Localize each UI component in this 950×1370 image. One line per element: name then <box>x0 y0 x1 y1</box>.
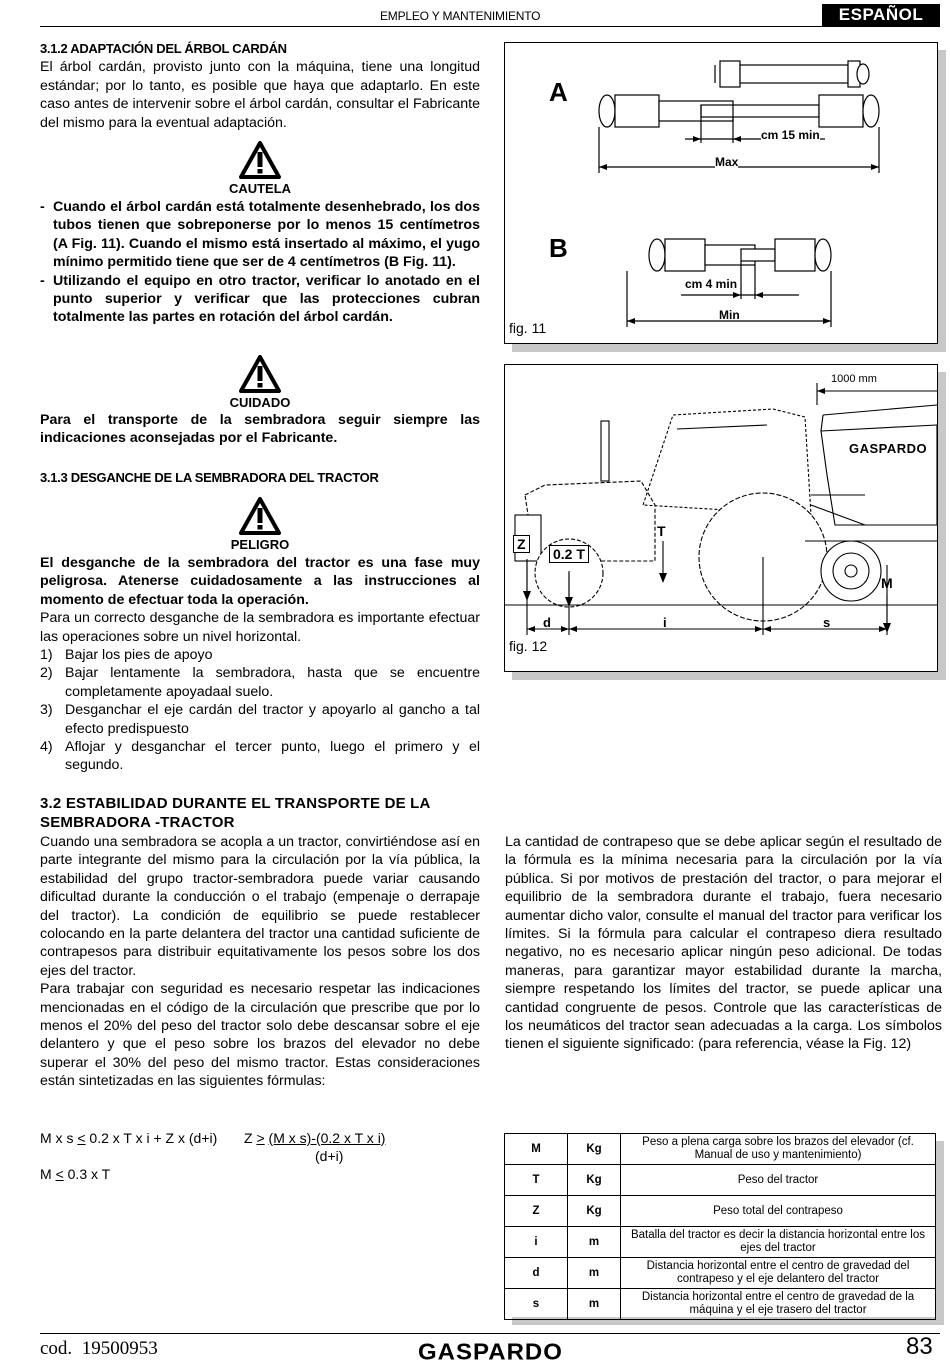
formula-operator: > <box>256 1130 265 1146</box>
table-cell-symbol: i <box>505 1227 568 1258</box>
table-cell-unit: m <box>568 1258 621 1289</box>
dim-1000mm-label: 1000 mm <box>831 373 877 385</box>
step-text: Bajar lentamente la sembradora, hasta que se encuentre completamente apoyadaal suelo. <box>65 665 480 700</box>
brand-logo: GASPARDO <box>418 1339 563 1366</box>
warning-triangle-icon <box>238 140 282 180</box>
paragraph: Cuando una sembradora se acopla a un tractor, convirtiéndose así en parte integrante del mismo para la circulación por la vía pública, la estabilidad del grupo tractor-sembradora puede variar causando dificultad durante la conducción o el trabajo (empenaje o derrapaje del tractor). La condición de equilibrio se puede restablecer colocando en la parte delantera del tractor una cantidad suficiente de contrapesos para distribuir equitativamente los pesos sobre los dos ejes del tractor. <box>40 834 480 979</box>
section-3-1-2 <box>40 40 480 132</box>
figure-12-caption: fig. 12 <box>509 638 548 654</box>
step-text: Aflojar y desganchar el tercer punto, luego el primero y el segundo. <box>65 739 480 774</box>
dim-i-label: i <box>663 615 667 630</box>
formula-3 <box>40 1165 110 1183</box>
table-cell-description: Peso total del contrapeso <box>621 1196 936 1227</box>
formula-part: 0.2 x T x i + Z x (d+i) <box>85 1130 218 1146</box>
symbols-table-wrapper <box>504 1133 936 1317</box>
table-cell-unit: Kg <box>568 1165 621 1196</box>
step-number: 1) <box>40 647 53 664</box>
force-m-label: M <box>881 575 893 591</box>
table-cell-description: Peso a plena carga sobre los brazos del elevador (cf. Manual de uso y mantenimiento) <box>621 1134 936 1165</box>
header-title: EMPLEO Y MANTENIMIENTO <box>380 9 541 23</box>
cardan-shaft-diagram <box>505 43 937 343</box>
counterweight-paragraph: La cantidad de contrapeso que se debe aplicar según el resultado de la fórmula es la mínima necesaria para la circulación por la vía pública. Si por motivos de prestación del tractor, o para mejorar el equilibrio de la sembradora durante el trabajo, fuera necesario aumentar dicho valor, consulte el manual del tractor para verificar los límites. Si la fórmula para calcular el contrapeso diera resultado negativo, no es necesario aplicar ningún peso adicional. De todas maneras, para garantizar mayor estabilidad durante la marcha, siempre respetando los límites del tractor, se puede aplicar una cantidad congruente de pesos. Controle que las características de los neumáticos del tractor sean adecuadas a la carga. Los símbolos tienen el siguiente significado: (para referencia, véase la Fig. 12) <box>505 834 942 1053</box>
table-row <box>505 1134 936 1165</box>
danger-text: El desganche de la sembradora del tractor es una fase muy peligrosa. Atenerse cuidadosamente a las instrucciones al momento de efectuar toda la operación. <box>40 555 480 608</box>
dim-overlap-label: cm 15 min <box>761 128 820 142</box>
table-cell-unit: m <box>568 1227 621 1258</box>
section-3-1-3-body <box>40 554 480 775</box>
warning-triangle-icon <box>238 354 282 394</box>
language-badge: ESPAÑOL <box>822 4 940 26</box>
table-row <box>505 1227 936 1258</box>
section-heading: 3.2 ESTABILIDAD DURANTE EL TRANSPORTE DE LA SEMBRADORA -TRACTOR <box>40 795 431 831</box>
tractor-diagram <box>505 365 937 671</box>
bullet-text: Cuando el árbol cardán está totalmente desenhebrado, los dos tubos tienen que sobreponerse por lo menos 15 centímetros (A Fig. 11). Cuando el mismo está insertado al máximo, el yugo mínimo permitido tiene que ser de 4 centímetros (B Fig. 11). <box>53 199 480 271</box>
table-row <box>505 1196 936 1227</box>
formula-numerator: (M x s)-(0.2 x T x i) <box>268 1130 386 1146</box>
table-row <box>505 1258 936 1289</box>
table-cell-symbol: T <box>505 1165 568 1196</box>
section-heading: 3.1.2 ADAPTACIÓN DEL ÁRBOL CARDÁN <box>40 41 287 56</box>
force-t-label: T <box>657 523 666 539</box>
formula-part: 0.3 x T <box>63 1166 111 1182</box>
dim-min-overlap-label: cm 4 min <box>685 277 738 291</box>
caution-label: CAUTELA <box>228 181 292 196</box>
table-cell-symbol: M <box>505 1134 568 1165</box>
caution-block <box>180 140 340 196</box>
step-number: 2) <box>40 665 53 682</box>
section-intro: El árbol cardán, provisto junto con la máquina, tiene una longitud estándar; por lo tanto, es posible que haya que adaptarlo. En este caso antes de intervenir sobre el árbol cardán, consultar el Fabricante del mismo para la eventual adaptación. <box>40 59 480 131</box>
list-item <box>40 701 480 738</box>
table-row <box>505 1289 936 1320</box>
symbols-table <box>504 1133 936 1320</box>
step-text: Bajar los pies de apoyo <box>65 647 213 664</box>
step-number: 3) <box>40 702 53 719</box>
code-value: 19500953 <box>81 1338 158 1359</box>
header-rule <box>40 26 940 27</box>
page-number: 83 <box>906 1333 933 1360</box>
caution-bullets <box>40 198 480 327</box>
peligro-block <box>180 496 340 552</box>
list-item: - Utilizando el equipo en otro tractor, verificar lo anotado en el punto superior y verificar que las protecciones cubran totalmente las partes en rotación del árbol cardán. <box>40 272 480 326</box>
table-cell-unit: Kg <box>568 1196 621 1227</box>
section-3-1-3-heading <box>40 469 480 487</box>
table-cell-description: Peso del tractor <box>621 1165 936 1196</box>
table-row <box>505 1165 936 1196</box>
procedure-intro: Para un correcto desganche de la sembradora es importante efectuar las operaciones sobre un nivel horizontal. <box>40 610 480 645</box>
step-number: 4) <box>40 739 53 756</box>
table-cell-symbol: d <box>505 1258 568 1289</box>
cuidado-block <box>180 354 340 410</box>
formula-part: Z <box>244 1130 257 1146</box>
list-item <box>40 646 480 664</box>
table-cell-unit: Kg <box>568 1134 621 1165</box>
figure-11 <box>504 42 938 344</box>
section-3-2 <box>40 794 480 1091</box>
seeder-brand-label: GASPARDO <box>849 441 928 456</box>
figure-12 <box>504 364 938 672</box>
table-cell-description: Batalla del tractor es decir la distancia horizontal entre los ejes del tractor <box>621 1227 936 1258</box>
force-z-label: Z <box>513 535 530 553</box>
dim-s-label: s <box>823 615 831 630</box>
list-item <box>40 738 480 775</box>
dim-min-label: Min <box>719 308 740 322</box>
force-0-2t-label: 0.2 T <box>549 545 589 563</box>
section-heading: 3.1.3 DESGANCHE DE LA SEMBRADORA DEL TRACTOR <box>40 470 379 485</box>
dim-d-label: d <box>543 615 551 630</box>
cuidado-label: CUIDADO <box>229 395 291 410</box>
step-text: Desganchar el eje cardán del tractor y apoyarlo al gancho a tal efecto predispuesto <box>65 702 480 737</box>
formula-2 <box>244 1129 385 1147</box>
list-item <box>40 664 480 701</box>
formula-operator: < <box>55 1166 64 1182</box>
formula-1 <box>40 1129 217 1147</box>
peligro-label: PELIGRO <box>230 537 290 552</box>
dim-max-label: Max <box>715 155 739 169</box>
paragraph: Para trabajar con seguridad es necesario respetar las indicaciones mencionadas en el código de la circulación que prescribe que por lo menos el 20% del peso del tractor solo debe descansar sobre el eje delantero y que el peso sobre los brazos del elevador no debe superar el 30% del peso del mismo tractor. Estas consideraciones están sintetizadas en las siguientes fórmulas: <box>40 981 480 1090</box>
table-cell-description: Distancia horizontal entre el centro de gravedad del contrapeso y el eje delantero del tractor <box>621 1258 936 1289</box>
table-cell-symbol: Z <box>505 1196 568 1227</box>
code-label: cod. <box>40 1338 73 1359</box>
figure-label-b: B <box>549 233 568 263</box>
document-code <box>40 1338 158 1360</box>
formula-2-denominator: (d+i) <box>315 1148 344 1164</box>
bullet-text: Utilizando el equipo en otro tractor, verificar lo anotado en el punto superior y verificar que las protecciones cubran totalmente las partes en rotación del árbol cardán. <box>53 272 480 326</box>
table-cell-description: Distancia horizontal entre el centro de gravedad de la máquina y el eje trasero del tractor <box>621 1289 936 1320</box>
formula-operator: < <box>77 1130 86 1146</box>
figure-label-a: A <box>549 77 568 107</box>
transport-warning-text: Para el transporte de la sembradora seguir siempre las indicaciones aconsejadas por el Fabricante. <box>40 412 480 447</box>
list-item: - Cuando el árbol cardán está totalmente desenhebrado, los dos tubos tienen que sobreponerse por lo menos 15 centímetros (A Fig. 11). Cuando el mismo está insertado al máximo, el yugo mínimo permitido tiene que ser de 4 centímetros (B Fig. 11). <box>40 199 480 271</box>
figure-11-caption: fig. 11 <box>509 320 547 336</box>
table-cell-unit: m <box>568 1289 621 1320</box>
formula-part: M <box>40 1166 56 1182</box>
footer-rule <box>40 1333 940 1334</box>
table-cell-symbol: s <box>505 1289 568 1320</box>
formula-part: M x s <box>40 1130 78 1146</box>
warning-triangle-icon <box>238 496 282 536</box>
